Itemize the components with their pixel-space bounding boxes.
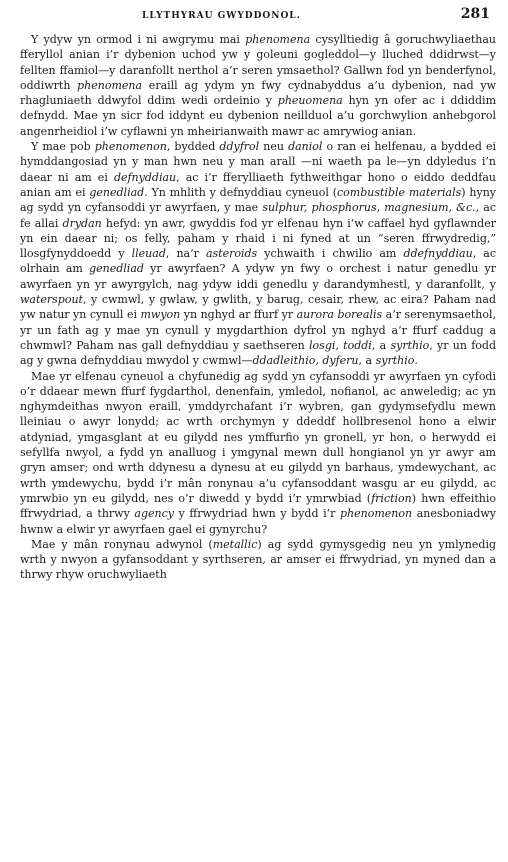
body-text xyxy=(20,32,496,583)
paragraph-1: Y ydyw yn ormod i ni awgrymu mai phenomena cysylltiedig â goruchwyliaethau fferyllol anian i’r dybenion uchod yw y goleuni gogleddol—y lluched ddidrwst—y fellten ffamiol—y daranfollt nerthol a’r seren ymsaethol? Gallwn fod yn benderfynol, oddiwrth phenomena eraill ag ydym yn fwy cydnabyddus a’u dybenion, nad yw rhagluniaeth ddwyfol ddim wedi ordeinio y pheuomena hyn yn ofer ac i ddiddim defnydd. Mae yn sicr fod iddynt eu dybenion neillduol a’u gorchwylion anhebgorol angenrheidiol i’w cyflawni yn mheirianwaith mawr ac amrywiog anian. xyxy=(20,33,496,138)
page-number: 281 xyxy=(460,6,490,22)
running-head-title: LLYTHYRAU GWYDDONOL. xyxy=(142,11,301,21)
paragraph-3: Mae yr elfenau cyneuol a chyfunedig ag sydd yn cyfansoddi yr awyrfaen yn cyfodi o’r ddaear mewn ffurf fygdarthol, denenfain, ymledol, nofianol, ac anweledig; ac yn nghymdeithas nwyon eraill, ymddyrchafant i’r wybren, gan gydymsefydlu mewn lleiniau o awyr lonydd; ac wrth orchymyn y ddeddf hollbresenol hono a elwir atdyniad, ymgasglant at eu gilydd nes ymffurfio yn gronell, yr hon, o herwydd ei sefyllfa nwyol, a fydd yn analluog i ymgynal mewn dull hongianol yn yr awyr am gryn amser; ond wrth ddynesu a dynesu at eu gilydd yn barhaus, ymdewychant, ac wrth ymdewychu, bydd i’r mân ronynau a’u cyfansoddant wasgu ar eu gilydd, ac ymrwbio yn eu gilydd, nes o’r diwedd y bydd i’r ymrwbiad (friction) hwn effeithio ffrwydriad, a thrwy agency y ffrwydriad hwn y bydd i’r phenomenon anesboniadwy hwnw a elwir yr awyrfaen gael ei gynyrchu? xyxy=(20,369,496,536)
paragraph-4: Mae y mân ronynau adwynol (metallic) ag sydd gymysgedig neu yn ymlynedig wrth y nwyon a gyfansoddant y syrthseren, ar amser ei ffrwydriad, yn myned dan a thrwy rhyw oruchwyliaeth xyxy=(20,537,496,582)
running-head xyxy=(20,6,498,32)
paragraph-2: Y mae pob phenomenon, bydded ddyfrol neu daniol o ran ei helfenau, a bydded ei hymddangosiad yn y man hwn neu y man arall —ni waeth pa le—yn ddyledus i’n daear ni am ei defnyddiau, ac i’r fferylliaeth fythweithgar hono o eiddo deddfau anian am ei genedliad. Yn mhlith y defnyddiau cyneuol (combustible materials) hyny ag sydd yn cyfansoddi yr awyrfaen, y mae sulphur, phosphorus, magnesium, &c., ac fe allai drydan hefyd: yn awr, gwyddis fod yr elfenau hyn i’w caffael hyd gyflawnder yn ein daear ni; os felly, paham y rhaid i ni fyned at un “seren ffrwydredig,” llosgfynyddoedd y lleuad, na’r asteroids ychwaith i chwilio am ddefnyddiau, ac olrhain am genedliad yr awyrfaen? A ydyw yn fwy o orchest i natur genedlu yr awyrfaen yn yr awyrgylch, nag ydyw iddi genedlu y darandymhestl, y daranfollt, y waterspout, y cwmwl, y gwlaw, y gwlith, y barug, cesair, rhew, ac eira? Paham nad yw natur yn cynull ei mwyon yn nghyd ar ffurf yr aurora borealis a’r serenymsaethol, yr un fath ag y mae yn cynull y mygdarthion dyfrol yn nghyd a’r ffurf caddug a chwmwl? Paham nas gall defnyddiau y saethseren losgi, toddi, a syrthio, yr un fodd ag y gwna defnyddiau mwydol y cwmwl—ddadleithio, dyferu, a syrthio. xyxy=(20,140,497,368)
